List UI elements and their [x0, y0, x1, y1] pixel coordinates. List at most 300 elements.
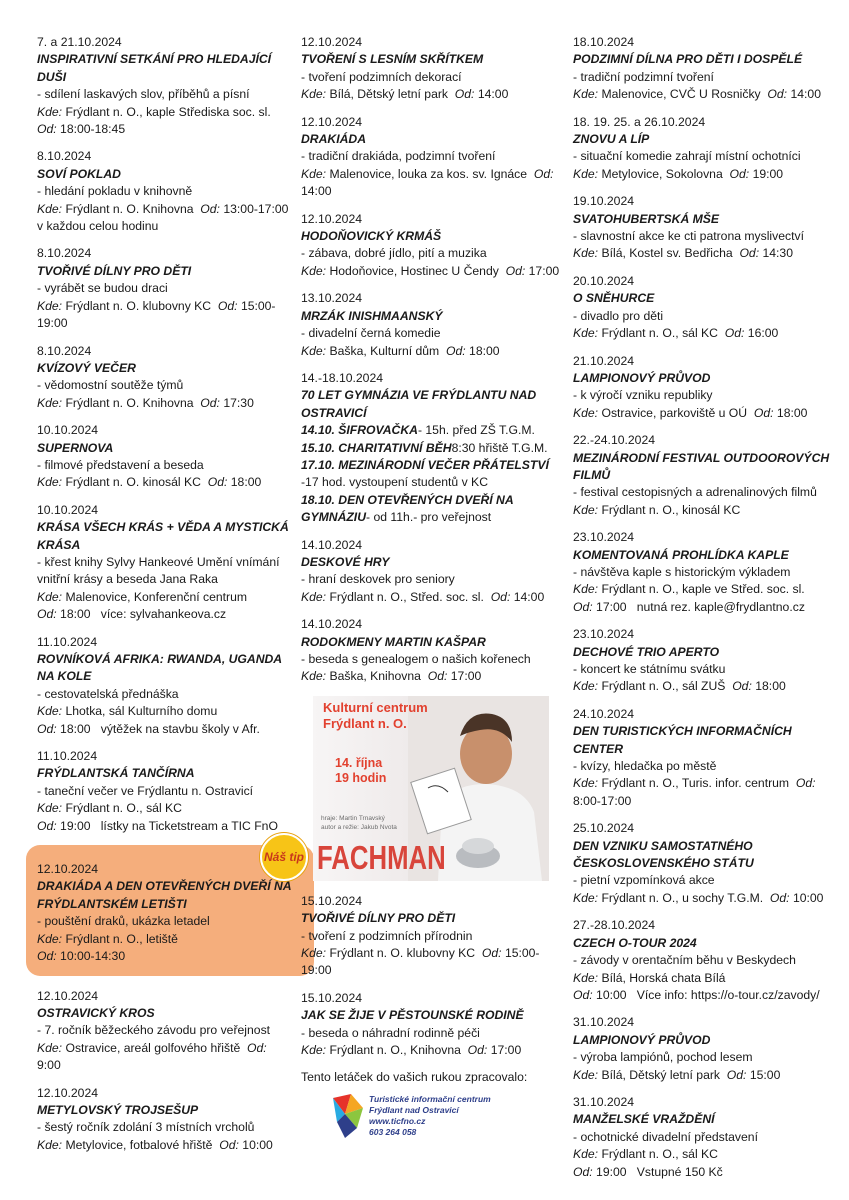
location-value: Bílá, Horská chata Bílá — [601, 970, 726, 985]
location-value: Frýdlant n. O., u sochy T.G.M. — [601, 890, 764, 905]
event-item — [301, 114, 561, 201]
poster-cast: hraje: Martin Trnavský — [321, 814, 385, 822]
event-date: 23.10.2024 — [573, 530, 634, 545]
event-item — [301, 990, 561, 1060]
event-title: DESKOVÉ HRY — [301, 554, 390, 569]
event-date: 31.10.2024 — [573, 1094, 634, 1109]
event-title: ROVNÍKOVÁ AFRIKA: RWANDA, UGANDA NA KOLE — [37, 652, 282, 684]
column-3 — [573, 34, 835, 1191]
event-location — [573, 502, 835, 519]
event-time — [37, 818, 289, 835]
event-date: 10.10.2024 — [37, 423, 98, 438]
event-title: LAMPIONOVÝ PRŮVOD — [573, 1032, 711, 1047]
credit-text: Tento letáček do vašich rukou zpracovalo: — [301, 1070, 528, 1085]
time-label: Od: — [37, 721, 57, 736]
event-date: 12.10.2024 — [301, 35, 362, 49]
event-item — [37, 748, 289, 835]
event-date: 12.10.2024 — [301, 114, 362, 129]
time-value: 14:00 — [513, 589, 545, 604]
event-description: - kvízy, hledačka po městě — [573, 759, 717, 774]
event-location — [37, 1137, 289, 1154]
event-title: DECHOVÉ TRIO APERTO — [573, 644, 720, 659]
time-label: Od: — [573, 987, 593, 1002]
location-label: Kde: — [573, 970, 599, 985]
poster-date — [335, 756, 386, 786]
time-value: 18:00-18:45 — [60, 122, 126, 137]
event-item — [301, 211, 561, 281]
event-description: - tradiční podzimní tvoření — [573, 69, 714, 84]
location-value: Frýdlant n. O., sál ZUŠ — [601, 679, 726, 694]
event-description: - závody v orentačním běhu v Beskydech — [573, 953, 796, 968]
location-value: Lhotka, sál Kulturního domu — [65, 704, 218, 719]
fachman-poster — [313, 696, 549, 881]
time-label: Od: — [217, 298, 238, 313]
poster-venue-line: Kulturní centrum — [323, 699, 428, 715]
poster-show-title: FACHMAN — [317, 838, 446, 876]
event-title: MRZÁK INISHMAANSKÝ — [301, 308, 443, 323]
location-label: Kde: — [301, 589, 327, 604]
event-location — [37, 104, 289, 139]
time-value: 17:00 — [528, 263, 560, 278]
event-note: lístky na Ticketstream a TIC FnO — [100, 818, 278, 833]
event-title: KRÁSA VŠECH KRÁS + VĚDA A MYSTICKÁ KRÁSA — [37, 520, 289, 552]
event-time — [37, 606, 289, 623]
event-date: 18.10.2024 — [573, 35, 634, 49]
program-item: 14.10. ŠIFROVAČKA — [301, 423, 418, 438]
event-date: 15.10.2024 — [301, 990, 362, 1005]
location-label: Kde: — [37, 395, 63, 410]
event-item — [573, 114, 835, 184]
location-value: Malenovice, Konferenční centrum — [65, 589, 248, 604]
event-item — [573, 917, 835, 1004]
event-description: - taneční večer ve Frýdlantu n. Ostravicí — [37, 783, 254, 798]
event-location — [37, 800, 289, 817]
event-description: - vědomostní soutěže týmů — [37, 378, 184, 393]
event-item — [37, 34, 289, 138]
event-item — [37, 1085, 289, 1155]
location-label: Kde: — [301, 1043, 327, 1058]
time-value: 14:00 — [790, 87, 821, 102]
location-value: Frýdlant n. O., kaple Střediska soc. sl. — [65, 104, 271, 119]
event-item — [37, 634, 289, 738]
location-value: Metylovice, fotbalové hřiště — [65, 1137, 213, 1152]
time-label: Od: — [446, 343, 466, 358]
time-value: 17:00 — [490, 1043, 522, 1058]
time-value: 18:00 — [60, 721, 91, 736]
time-label: Od: — [207, 475, 228, 490]
time-value: 15:00-19:00 — [301, 946, 540, 978]
event-title: OSTRAVICKÝ KROS — [37, 1005, 155, 1020]
event-note: Více info: https://o-tour.cz/zavody/ — [636, 987, 820, 1002]
event-location — [301, 945, 561, 980]
poster-venue-line: Frýdlant n. O. — [323, 715, 407, 731]
time-label: Od: — [219, 1137, 239, 1152]
time-value: 10:00 — [596, 987, 627, 1002]
location-label: Kde: — [37, 1040, 63, 1055]
program-detail: -17 hod. vystoupení studentů v KC — [301, 475, 488, 490]
event-item — [573, 626, 835, 696]
event-title: METYLOVSKÝ TROJSEŠUP — [37, 1102, 199, 1117]
event-description: - situační komedie zahrají místní ochotníci — [573, 149, 801, 164]
location-label: Kde: — [37, 801, 63, 816]
event-description: - vyrábět se budou draci — [37, 281, 168, 296]
event-description: - šestý ročník zdolání 3 místních vrcholů — [37, 1120, 255, 1135]
event-description: - tradiční drakiáda, podzimní tvoření — [301, 149, 496, 164]
event-item — [37, 988, 289, 1075]
event-description: - beseda s genealogem o našich kořenech — [301, 652, 531, 666]
event-description: - slavnostní akce ke cti patrona myslivectví — [573, 229, 804, 244]
event-description: - výroba lampiónů, pochod lesem — [573, 1050, 753, 1065]
tic-org-name: Turistické informační centrum — [369, 1094, 491, 1105]
program-detail: - 15h. před ZŠ T.G.M. — [417, 423, 535, 438]
event-date: 19.10.2024 — [573, 194, 634, 209]
event-time — [37, 948, 304, 965]
event-description: - beseda o náhradní rodinně péči — [301, 1025, 480, 1040]
time-value: 14:30 — [762, 246, 793, 261]
event-location — [573, 581, 835, 598]
time-label: Od: — [37, 607, 57, 622]
event-item — [573, 529, 835, 616]
event-date: 21.10.2024 — [573, 353, 634, 368]
event-location — [573, 1146, 835, 1163]
time-label: Od: — [729, 166, 750, 181]
time-value: 15:00 — [749, 1067, 781, 1082]
event-description: - hraní deskovek pro seniory — [301, 572, 455, 587]
event-location — [573, 775, 835, 810]
poster-credits — [321, 814, 397, 832]
event-item — [37, 148, 292, 235]
event-title: JAK SE ŽIJE V PĚSTOUNSKÉ RODINĚ — [301, 1008, 524, 1023]
time-label: Od: — [200, 201, 220, 216]
event-description: - divadlo pro děti — [573, 308, 664, 323]
location-label: Kde: — [301, 87, 327, 102]
program-line — [301, 457, 561, 474]
location-label: Kde: — [37, 931, 63, 946]
column-2 — [301, 34, 561, 1140]
event-date: 12.10.2024 — [37, 862, 98, 877]
event-item — [573, 193, 835, 263]
event-note: výtěžek na stavbu školy v Afr. — [100, 721, 260, 736]
event-time — [573, 987, 835, 1004]
event-location — [573, 245, 835, 262]
location-label: Kde: — [37, 201, 63, 216]
program-detail: - od 11h.- pro veřejnost — [366, 510, 492, 525]
event-title: PODZIMNÍ DÍLNA PRO DĚTI I DOSPĚLÉ — [573, 52, 803, 67]
event-note: Vstupné 150 Kč — [636, 1164, 723, 1179]
event-title: O SNĚHURCE — [573, 291, 655, 306]
location-label: Kde: — [573, 87, 599, 102]
tic-logo — [331, 1092, 561, 1140]
time-label: Od: — [739, 246, 760, 261]
event-location — [37, 931, 304, 948]
event-item — [573, 820, 835, 907]
tic-org-city: Frýdlant nad Ostravicí — [369, 1105, 459, 1116]
event-description: - 7. ročník běžeckého závodu pro veřejnost — [37, 1023, 271, 1038]
event-location — [301, 589, 561, 606]
event-date: 12.10.2024 — [301, 211, 362, 226]
time-value: 19:00 — [752, 166, 784, 181]
event-item — [573, 273, 835, 343]
event-description: - návštěva kaple s historickým výkladem — [573, 564, 791, 579]
event-description: - filmové představení a beseda — [37, 457, 204, 472]
event-date: 14.-18.10.2024 — [301, 370, 383, 385]
event-location — [573, 1067, 835, 1084]
event-location — [301, 166, 561, 201]
program-item: 18.10. DEN OTEVŘENÝCH DVEŘÍ NA GYMNÁZIU — [301, 492, 517, 525]
program-line — [301, 492, 561, 527]
location-value: Frýdlant n. O., sál KC — [601, 326, 718, 341]
event-title: RODOKMENY MARTIN KAŠPAR — [301, 634, 486, 649]
event-date: 25.10.2024 — [573, 821, 634, 836]
tip-badge: Náš tip — [260, 833, 308, 881]
event-date: 8.10.2024 — [37, 246, 92, 261]
location-value: Frýdlant n. O. Knihovna — [65, 201, 194, 216]
event-title: HODOŇOVICKÝ KRMÁŠ — [301, 229, 442, 244]
time-label: Od: — [481, 946, 502, 961]
event-title: MEZINÁRODNÍ FESTIVAL OUTDOOROVÝCH FILMŮ — [573, 450, 830, 482]
program-item: 15.10. CHARITATIVNÍ BĚH — [301, 440, 452, 455]
event-title: KVÍZOVÝ VEČER — [37, 360, 136, 375]
location-value: Ostravice, areál golfového hřiště — [65, 1040, 241, 1055]
event-date: 23.10.2024 — [573, 627, 634, 642]
location-value: Frýdlant n. O. klubovny KC — [65, 298, 212, 313]
event-item — [301, 893, 561, 980]
event-location — [37, 201, 292, 236]
location-label: Kde: — [37, 298, 63, 313]
event-time — [573, 1164, 835, 1181]
location-label: Kde: — [573, 246, 599, 261]
time-label: Od: — [573, 1164, 593, 1179]
event-description: - zábava, dobré jídlo, pití a muzika — [301, 246, 487, 261]
event-item — [37, 245, 289, 332]
event-description: - ochotnické divadelní představení — [573, 1129, 758, 1144]
event-item — [573, 34, 835, 104]
time-value: 15:00-19:00 — [37, 298, 276, 331]
event-title: MANŽELSKÉ VRAŽDĚNÍ — [573, 1112, 715, 1127]
time-value: 13:00-17:00 v každou celou hodinu — [37, 201, 292, 234]
event-location — [37, 703, 289, 720]
location-value: Metylovice, Sokolovna — [601, 166, 723, 181]
event-date: 12.10.2024 — [37, 1085, 98, 1100]
location-label: Kde: — [37, 589, 63, 604]
event-date: 10.10.2024 — [37, 502, 98, 517]
program-line — [301, 422, 561, 439]
location-label: Kde: — [573, 679, 599, 694]
location-value: Bílá, Kostel sv. Bedřicha — [601, 246, 733, 261]
location-label: Kde: — [37, 475, 63, 490]
event-title: TVOŘIVÉ DÍLNY PRO DĚTI — [301, 911, 456, 926]
event-date: 13.10.2024 — [301, 291, 362, 306]
event-item — [37, 502, 289, 624]
event-description: - cestovatelská přednáška — [37, 686, 179, 701]
time-label: Od: — [726, 1067, 747, 1082]
event-item — [37, 343, 289, 413]
event-description: - divadelní černá komedie — [301, 326, 441, 341]
poster-time-line: 19 hodin — [335, 770, 387, 785]
location-value: Frýdlant n. O., Střed. soc. sl. — [329, 589, 484, 604]
event-location — [37, 298, 289, 333]
location-value: Frýdlant n. O., Knihovna — [329, 1043, 461, 1058]
event-location — [573, 970, 835, 987]
time-label: Od: — [37, 122, 57, 137]
event-item — [573, 353, 835, 423]
event-location — [37, 1040, 289, 1075]
event-location — [573, 678, 835, 695]
time-label: Od: — [505, 263, 526, 278]
poster-venue — [323, 700, 428, 732]
location-label: Kde: — [301, 669, 327, 684]
event-location — [37, 589, 289, 606]
event-time — [37, 721, 289, 738]
event-location — [301, 86, 561, 103]
event-title: CZECH O-TOUR 2024 — [573, 935, 697, 950]
event-location — [573, 890, 835, 907]
poster-date-line: 14. října — [335, 755, 383, 770]
time-label: Od: — [573, 599, 593, 614]
event-title: INSPIRATIVNÍ SETKÁNÍ PRO HLEDAJÍCÍ DUŠI — [37, 52, 272, 84]
event-title: ZNOVU A LÍP — [573, 132, 650, 147]
event-date: 11.10.2024 — [37, 749, 98, 764]
location-value: Frýdlant n. O., sál KC — [601, 1147, 718, 1162]
event-description: - tvoření z podzimních přírodnin — [301, 928, 473, 943]
time-value: 19:00 — [60, 818, 91, 833]
event-time — [573, 599, 835, 616]
event-item-gymnazium — [301, 370, 561, 527]
location-value: Frýdlant n. O., kinosál KC — [601, 502, 741, 517]
time-value: 17:00 — [450, 669, 482, 684]
event-date: 31.10.2024 — [573, 1015, 634, 1030]
event-title: SOVÍ POKLAD — [37, 166, 121, 181]
location-value: Frýdlant n. O., kaple ve Střed. soc. sl. — [601, 582, 805, 597]
location-label: Kde: — [573, 166, 599, 181]
tic-logo-icon — [331, 1092, 365, 1140]
location-value: Frýdlant n. O., Turis. infor. centrum — [601, 776, 790, 791]
time-value: 10:00 — [792, 890, 824, 905]
location-value: Hodoňovice, Hostinec U Čendy — [329, 263, 499, 278]
tic-logo-text — [369, 1094, 491, 1138]
location-value: Baška, Knihovna — [329, 669, 421, 684]
event-description: - tvoření podzimních dekorací — [301, 69, 462, 84]
event-date: 22.-24.10.2024 — [573, 433, 655, 448]
time-label: Od: — [200, 395, 220, 410]
event-date: 8.10.2024 — [37, 343, 92, 358]
event-title: SVATOHUBERTSKÁ MŠE — [573, 211, 720, 226]
event-date: 24.10.2024 — [573, 706, 634, 721]
column-1 — [37, 34, 304, 1164]
event-title: LAMPIONOVÝ PRŮVOD — [573, 370, 711, 385]
event-location — [37, 474, 289, 491]
location-value: Frýdlant n. O. klubovny KC — [329, 946, 476, 961]
time-label: Od: — [490, 589, 511, 604]
event-location — [301, 668, 561, 685]
location-label: Kde: — [573, 1067, 599, 1082]
event-location — [573, 166, 835, 183]
event-title: SUPERNOVA — [37, 440, 114, 455]
event-date: 11.10.2024 — [37, 634, 98, 649]
event-date: 7. a 21.10.2024 — [37, 35, 122, 49]
time-label: Od: — [769, 890, 790, 905]
location-label: Kde: — [301, 343, 327, 358]
time-label: Od: — [37, 818, 57, 833]
event-item — [301, 34, 561, 104]
time-label: Od: — [753, 405, 774, 420]
event-location — [301, 343, 561, 360]
event-title: DEN TURISTICKÝCH INFORMAČNÍCH CENTER — [573, 724, 792, 756]
event-note: více: sylvahankeova.cz — [100, 607, 227, 622]
event-title: TVOŘENÍ S LESNÍM SKŘÍTKEM — [301, 52, 484, 67]
event-location — [301, 263, 561, 280]
location-label: Kde: — [573, 502, 599, 517]
event-date: 27.-28.10.2024 — [573, 918, 655, 933]
time-value: 18:00 — [230, 475, 262, 490]
event-title: FRÝDLANTSKÁ TANČÍRNA — [37, 766, 195, 781]
time-value: 18:00 — [776, 405, 808, 420]
event-item — [301, 537, 561, 607]
event-item — [573, 706, 835, 810]
time-label: Od: — [795, 776, 816, 791]
time-label: Od: — [247, 1040, 267, 1055]
poster-author: autor a režie: Jakub Nvota — [321, 823, 397, 831]
event-description: - sdílení laskavých slov, příběhů a písní — [37, 87, 250, 102]
location-label: Kde: — [573, 582, 599, 597]
time-value: 9:00 — [37, 1058, 61, 1073]
event-location — [573, 405, 835, 422]
event-item — [301, 290, 561, 360]
location-label: Kde: — [573, 776, 599, 791]
event-description: - pouštění draků, ukázka letadel — [37, 914, 210, 929]
program-item: 17.10. MEZINÁRODNÍ VEČER PŘÁTELSTVÍ — [301, 457, 549, 472]
location-label: Kde: — [301, 166, 327, 181]
location-value: Malenovice, louka za kos. sv. Ignáce — [329, 166, 528, 181]
time-value: 10:00-14:30 — [60, 949, 126, 964]
location-label: Kde: — [37, 1137, 63, 1152]
event-item — [573, 1094, 835, 1181]
tic-phone: 603 264 058 — [369, 1127, 417, 1138]
time-value: 18:00 — [469, 343, 500, 358]
event-description: - pietní vzpomínková akce — [573, 873, 715, 888]
time-value: 14:00 — [477, 87, 509, 102]
event-date: 14.10.2024 — [301, 617, 362, 632]
time-value: 8:00-17:00 — [573, 793, 632, 808]
location-label: Kde: — [301, 946, 327, 961]
event-item — [573, 1014, 835, 1084]
event-location — [301, 1042, 561, 1059]
event-title: DRAKIÁDA A DEN OTEVŘENÝCH DVEŘÍ NA FRÝDLANTSKÉM LETIŠTI — [37, 879, 292, 911]
time-label: Od: — [533, 166, 554, 181]
event-location — [573, 325, 835, 342]
event-date: 8.10.2024 — [37, 149, 92, 164]
event-location — [37, 395, 289, 412]
event-title: TVOŘIVÉ DÍLNY PRO DĚTI — [37, 263, 192, 278]
time-value: 18:00 — [755, 679, 786, 694]
event-date: 14.10.2024 — [301, 537, 362, 552]
program-detail: 8:30 hřiště T.G.M. — [451, 440, 548, 455]
time-label: Od: — [767, 87, 788, 102]
event-date: 15.10.2024 — [301, 893, 362, 908]
event-title: 70 LET GYMNÁZIA VE FRÝDLANTU NAD OSTRAVICÍ — [301, 388, 537, 420]
location-label: Kde: — [37, 104, 63, 119]
tic-web: www.ticfno.cz — [369, 1116, 426, 1127]
event-description: - koncert ke státnímu svátku — [573, 662, 726, 676]
location-label: Kde: — [573, 405, 599, 420]
event-title: DRAKIÁDA — [301, 132, 366, 147]
location-label: Kde: — [37, 704, 63, 719]
event-note: nutná rez. kaple@frydlantno.cz — [636, 599, 805, 614]
event-item — [573, 432, 835, 519]
location-value: Bílá, Dětský letní park — [329, 87, 449, 102]
time-label: Od: — [454, 87, 475, 102]
location-value: Baška, Kulturní dům — [329, 343, 440, 358]
